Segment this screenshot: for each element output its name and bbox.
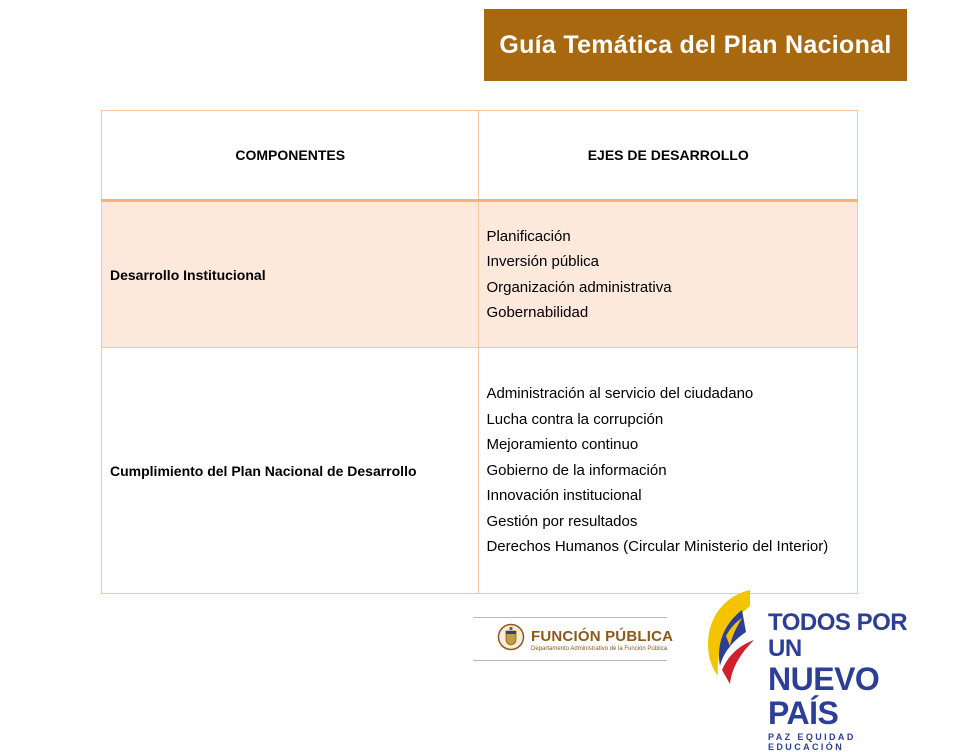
page-title: Guía Temática del Plan Nacional <box>484 9 907 81</box>
header-componentes: COMPONENTES <box>102 111 479 201</box>
list-item: Innovación institucional <box>486 487 642 505</box>
axes-cell <box>479 348 858 594</box>
theme-table <box>101 110 858 594</box>
axes-cell <box>479 201 858 348</box>
todos-por-un-nuevo-pais-logo <box>702 586 917 752</box>
funcion-publica-logo <box>497 623 673 656</box>
flag-swoosh-icon <box>702 588 768 688</box>
logo-line-2: NUEVO PAÍS <box>768 661 880 731</box>
axes-list <box>486 381 847 560</box>
list-item: Gobierno de la información <box>486 461 667 479</box>
logo-divider-bottom <box>473 660 667 661</box>
axes-list <box>486 224 847 326</box>
funcion-publica-name: FUNCIÓN PÚBLICA <box>531 627 674 645</box>
funcion-publica-subtitle: Departamento Administrativo de la Función Pública <box>531 645 668 652</box>
list-item: Organización administrativa <box>486 278 672 296</box>
logo-divider-top <box>473 617 667 618</box>
table-row <box>102 201 858 348</box>
table-header-row <box>102 111 858 201</box>
list-item: Derechos Humanos (Circular Ministerio del Interior) <box>486 538 829 556</box>
list-item: Mejoramiento continuo <box>486 436 639 454</box>
list-item: Gobernabilidad <box>486 304 589 321</box>
list-item: Planificación <box>486 227 571 245</box>
list-item: Gestión por resultados <box>486 512 638 530</box>
header-ejes: EJES DE DESARROLLO <box>479 111 858 201</box>
logo-line-1: TODOS POR UN <box>768 609 908 662</box>
coat-of-arms-icon <box>497 623 525 656</box>
component-cell: Desarrollo Institucional <box>102 201 479 348</box>
list-item: Administración al servicio del ciudadano <box>486 385 754 403</box>
list-item: Inversión pública <box>486 253 600 270</box>
component-cell: Cumplimiento del Plan Nacional de Desarrollo <box>102 348 479 594</box>
logo-tagline: PAZ EQUIDAD EDUCACIÓN <box>768 732 856 752</box>
table-row <box>102 348 858 594</box>
list-item: Lucha contra la corrupción <box>486 410 664 428</box>
